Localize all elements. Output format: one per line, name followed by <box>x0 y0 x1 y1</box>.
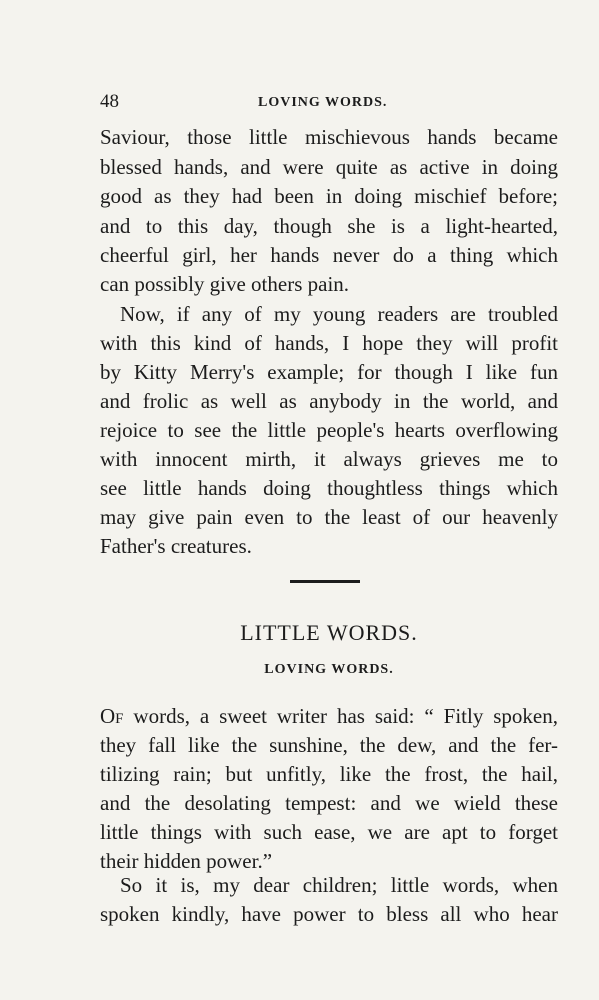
running-head <box>100 91 558 115</box>
text-line <box>100 704 558 731</box>
text-line: with this kind of hands, I hope they will profit <box>100 331 558 355</box>
text-line: with innocent mirth, it always grieves me to <box>100 447 558 471</box>
text-line: blessed hands, and were quite as active in doing <box>100 155 558 179</box>
section-divider <box>290 580 360 583</box>
text-line: Father's creatures. <box>100 534 252 558</box>
text-line: cheerful girl, her hands never do a thing which <box>100 243 558 267</box>
section-subtitle: LOVING WORDS. <box>264 662 394 677</box>
small-cap: F <box>115 711 124 727</box>
page-number: 48 <box>100 91 119 112</box>
text-line: by Kitty Merry's example; for though I like fun <box>100 360 558 384</box>
text-line: tilizing rain; but unfitly, like the frost, the hail, <box>100 762 558 786</box>
text-line: Now, if any of my young readers are troubled <box>120 302 558 326</box>
text-line: their hidden power.” <box>100 849 273 873</box>
text-line: and the desolating tempest: and we wield these <box>100 791 558 815</box>
text-line: little things with such ease, we are apt to forget <box>100 820 558 844</box>
text-line: good as they had been in doing mischief before; <box>100 184 558 208</box>
drop-cap: O <box>100 704 116 728</box>
text-line: So it is, my dear children; little words, when <box>120 873 558 897</box>
text-line: can possibly give others pain. <box>100 272 350 296</box>
text-line: Saviour, those little mischievous hands became <box>100 125 558 149</box>
text-line: spoken kindly, have power to bless all who hear <box>100 902 558 926</box>
section-title: LITTLE WORDS. <box>240 620 418 645</box>
text-line: may give pain even to the least of our heavenly <box>100 505 558 529</box>
text-line: and to this day, though she is a light-hearted, <box>100 214 558 238</box>
text-line: rejoice to see the little people's hearts overflowing <box>100 418 558 442</box>
text-line: they fall like the sunshine, the dew, and the fer- <box>100 733 558 757</box>
text-line: and frolic as well as anybody in the world, and <box>100 389 558 413</box>
running-title: LOVING WORDS. <box>258 95 388 110</box>
text-line: see little hands doing thoughtless things which <box>100 476 558 500</box>
text-line-rest: words, a sweet writer has said: “ Fitly spoken, <box>123 704 558 728</box>
